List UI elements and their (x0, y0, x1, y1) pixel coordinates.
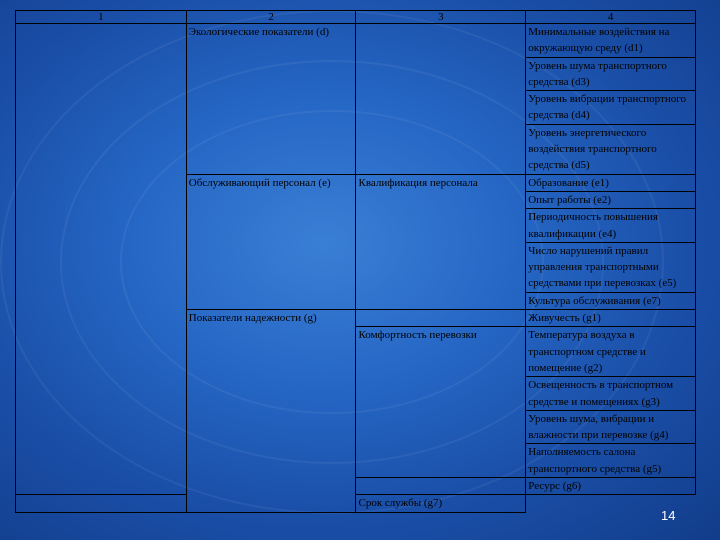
group-cell: Экологические показатели (d) (186, 24, 356, 175)
indicator-cell: Наполняемость салона транспортного средства (g5) (526, 444, 696, 478)
indicator-cell: Уровень энергетического воздействия транспортного средства (d5) (526, 124, 696, 174)
header-cell-4: 4 (526, 11, 696, 24)
indicator-cell: Живучесть (g1) (526, 310, 696, 327)
indicator-cell: Уровень шума, вибрации и влажности при перевозке (g4) (526, 410, 696, 444)
subgroup-cell (16, 495, 187, 512)
subgroup-cell (356, 310, 526, 327)
group-cell: Показатели надежности (g) (186, 310, 356, 513)
indicators-table (15, 10, 696, 513)
indicator-cell: Периодичность повышения квалификации (е4) (526, 209, 696, 243)
header-cell-1: 1 (16, 11, 187, 24)
header-row (16, 11, 696, 24)
indicator-cell: Освещенность в транспортном средстве и помещениях (g3) (526, 377, 696, 411)
indicator-cell: Культура обслуживания (е7) (526, 292, 696, 309)
column-1-cell (16, 24, 187, 495)
header-cell-3: 3 (356, 11, 526, 24)
indicator-cell: Образование (е1) (526, 174, 696, 191)
table-row (16, 495, 696, 512)
indicator-cell: Срок службы (g7) (356, 495, 526, 512)
table-row (16, 24, 696, 58)
indicator-cell: Число нарушений правил управления транспортными средствами при перевозках (е5) (526, 242, 696, 292)
subgroup-cell (356, 24, 526, 175)
indicator-cell: Уровень шума транспортного средства (d3) (526, 57, 696, 91)
indicator-cell: Уровень вибрации транспортного средства (d4) (526, 91, 696, 125)
subgroup-cell: Комфортность перевозки (356, 327, 526, 478)
subgroup-cell (356, 478, 526, 495)
slide-number: 14 (661, 508, 676, 523)
header-cell-2: 2 (186, 11, 356, 24)
indicator-cell: Ресурс (g6) (526, 478, 696, 495)
indicator-cell: Температура воздуха в транспортном средстве и помещение (g2) (526, 327, 696, 377)
indicator-cell: Минимальные воздействия на окружающую среду (d1) (526, 24, 696, 58)
subgroup-cell: Квалификация персонала (356, 174, 526, 309)
group-cell: Обслуживающий персонал (е) (186, 174, 356, 309)
indicator-cell: Опыт работы (е2) (526, 191, 696, 208)
